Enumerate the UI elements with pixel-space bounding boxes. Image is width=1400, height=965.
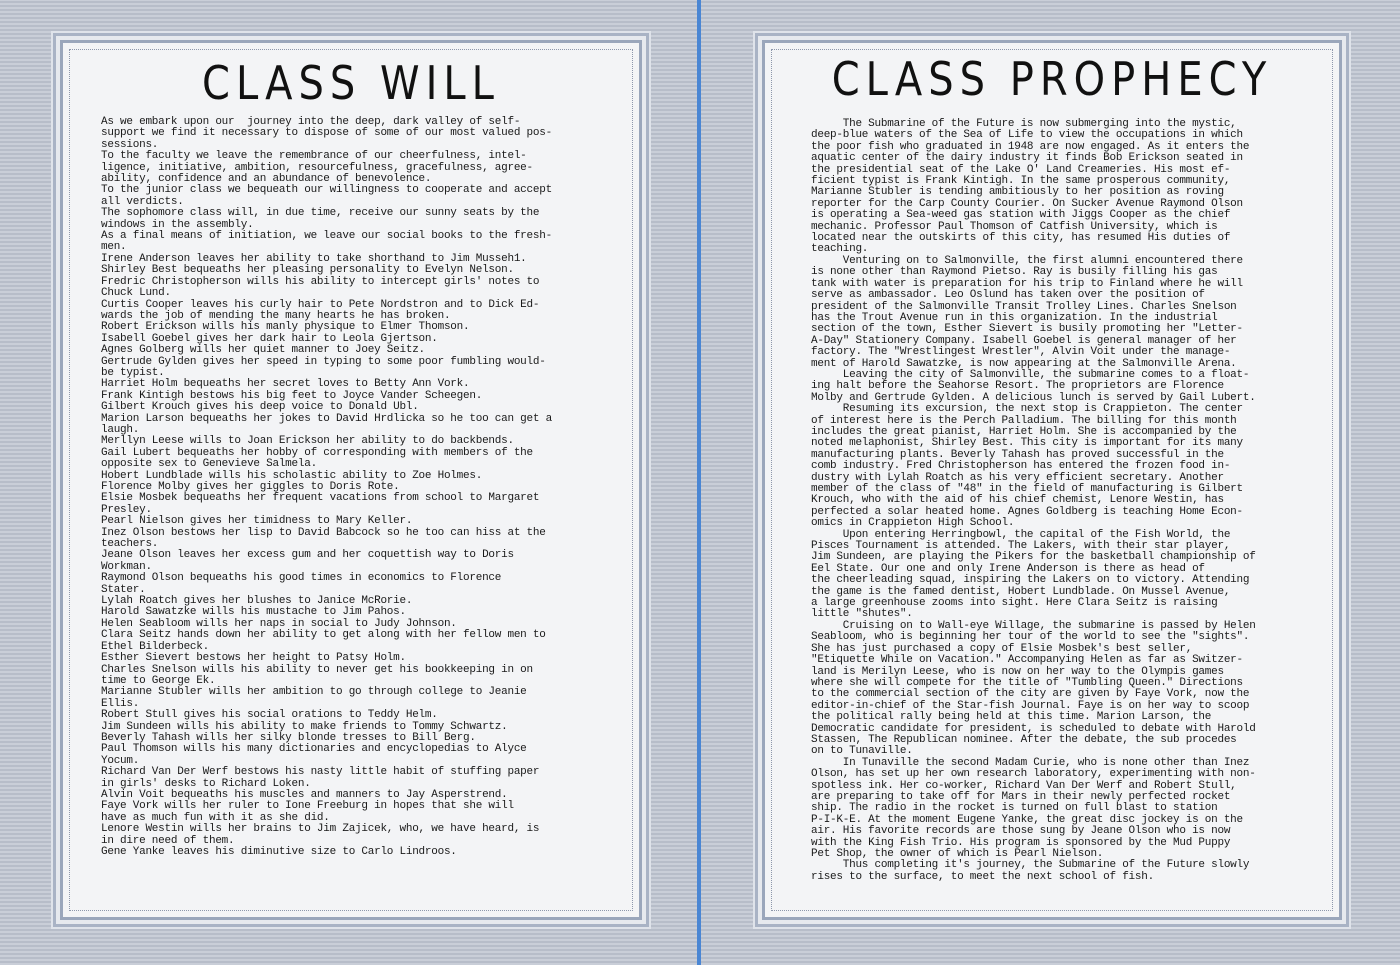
text-line: Molby and Gertrude Gylden. A delicious lunch is served by Gail Lubert. bbox=[811, 391, 1256, 404]
text-line: Harriet Holm bequeaths her secret loves to Betty Ann Vork. bbox=[101, 378, 470, 391]
text-line: Gene Yanke leaves his diminutive size to Carlo Lindroos. bbox=[101, 846, 457, 858]
text-line: the presidential seat of the Lake O' Land Creameries. His most ef- bbox=[811, 163, 1231, 176]
text-line: Hobert Lundblade wills his scholastic ability to Zoe Holmes. bbox=[101, 469, 483, 482]
text-line: ship. The radio in the rocket is turned on full blast to station bbox=[811, 802, 1218, 815]
text-line: all verdicts. bbox=[101, 195, 184, 208]
text-line: section of the town, Esther Sievert is busily promoting her "Letter- bbox=[811, 323, 1243, 336]
text-line: Jeane Olson leaves her excess gum and her coquettish way to Doris bbox=[101, 549, 514, 562]
text-line: Workman. bbox=[101, 560, 152, 573]
text-line: sessions. bbox=[101, 138, 159, 151]
text-line: Venturing on to Salmonville, the first alumni encountered there bbox=[811, 254, 1243, 267]
text-line: teaching. bbox=[811, 243, 869, 256]
text-line: time to George Ek. bbox=[101, 674, 216, 687]
text-line: wards the job of mending the many hearts he has broken. bbox=[101, 309, 451, 322]
text-line: with the King Fish Trio. His program is sponsored by the Mud Puppy bbox=[811, 836, 1231, 849]
text-line: Raymond Olson bequeaths his good times in economics to Florence bbox=[101, 572, 502, 585]
text-line: perfected a solar heated home. Agnes Goldberg is teaching Home Econ- bbox=[811, 505, 1243, 518]
text-line: "Etiquette While on Vacation." Accompanying Helen as far as Switzer- bbox=[811, 654, 1243, 667]
text-line: men. bbox=[101, 241, 127, 254]
text-line: Ellis. bbox=[101, 697, 140, 710]
text-line: Presley. bbox=[101, 503, 152, 516]
text-line: Robert Stull gives his social orations to Teddy Helm. bbox=[101, 709, 438, 722]
text-line: is operating a Sea-weed gas station with Jiggs Cooper as the chief bbox=[811, 209, 1231, 222]
class-will-text bbox=[101, 117, 621, 858]
text-line: Alvin Voit bequeaths his muscles and manners to Jay Asperstrend. bbox=[101, 788, 508, 801]
text-line: Upon entering Herringbowl, the capital of the Fish World, the bbox=[811, 528, 1231, 541]
text-line: Charles Snelson wills his ability to never get his bookkeeping in on bbox=[101, 663, 533, 676]
text-line: windows in the assembly. bbox=[101, 218, 254, 231]
text-line: president of the Salmonville Transit Trolley Lines. Charles Snelson bbox=[811, 300, 1237, 313]
text-line: ment of Harold Sawatzke, is now appearing at the Salmonville Arena. bbox=[811, 357, 1237, 370]
text-line: Florence Molby gives her giggles to Doris Rote. bbox=[101, 481, 400, 493]
text-line: In Tunaville the second Madam Curie, who is none other than Inez bbox=[811, 756, 1250, 769]
text-line: the game is the famed dentist, Hobert Lundblade. On Mussel Avenue, bbox=[811, 585, 1231, 598]
text-line: To the junior class we bequeath our willingness to cooperate and accept bbox=[101, 184, 552, 197]
text-line: ing halt before the Seahorse Resort. The proprietors are Florence bbox=[811, 380, 1224, 393]
text-line: member of the class of "48" in the field of manufacturing is Gilbert bbox=[811, 483, 1243, 495]
text-line: Democratic candidate for president, is scheduled to debate with Harold bbox=[811, 722, 1256, 735]
text-line: Pearl Nielson gives her timidness to Mary Keller. bbox=[101, 515, 413, 528]
text-line: Krouch, who with the aid of his chief chemist, Lenore Westin, has bbox=[811, 494, 1224, 507]
text-line: dustry with Lylah Roatch as his very efficient secretary. Another bbox=[811, 471, 1224, 484]
text-line: Lylah Roatch gives her blushes to Janice McRorie. bbox=[101, 595, 413, 608]
text-line: The Submarine of the Future is now submerging into the mystic, bbox=[811, 118, 1237, 130]
text-line: As a final means of initiation, we leave our social books to the fresh- bbox=[101, 230, 552, 243]
text-line: Clara Seitz hands down her ability to get along with her fellow men to bbox=[101, 629, 546, 642]
text-line: located near the outskirts of this city, has resumed His duties of bbox=[811, 232, 1231, 245]
text-line: Jim Sundeen, are playing the Pikers for the basketball championship of bbox=[811, 551, 1256, 564]
text-line: A-Day" Stationery Company. Isabell Goebel is general manager of her bbox=[811, 334, 1237, 347]
text-line: the political rally being held at this time. Marion Larson, the bbox=[811, 711, 1212, 724]
text-line: support we find it necessary to dispose of some of our most valued pos- bbox=[101, 127, 552, 140]
text-line: ficient typist is Frank Kintigh. In the same prosperous community, bbox=[811, 175, 1231, 188]
text-line: Robert Erickson wills his manly physique to Elmer Thomson. bbox=[101, 321, 470, 334]
text-line: As we embark upon our journey into the deep, dark valley of self- bbox=[101, 116, 521, 128]
text-line: ligence, initiative, ambition, resourcefulness, gracefulness, agree- bbox=[101, 161, 533, 174]
text-line: Harold Sawatzke wills his mustache to Jim Pahos. bbox=[101, 606, 406, 619]
text-line: Fredric Christopherson wills his ability to intercept girls' notes to bbox=[101, 275, 540, 288]
book-spine bbox=[697, 0, 701, 965]
text-line: Leaving the city of Salmonville, the submarine comes to a float- bbox=[811, 368, 1250, 381]
text-line: Cruising on to Wall-eye Willage, the submarine is passed by Helen bbox=[811, 619, 1256, 632]
text-line: Frank Kintigh bestows his big feet to Joyce Vander Scheegen. bbox=[101, 389, 483, 402]
text-line: Marianne Stubler is tending ambitiously to her position as roving bbox=[811, 186, 1224, 199]
text-line: Curtis Cooper leaves his curly hair to Pete Nordstron and to Dick Ed- bbox=[101, 298, 540, 311]
text-line: includes the great pianist, Harriet Holm. She is accompanied by the bbox=[811, 425, 1237, 438]
text-line: manufacturing plants. Beverly Tahash has proved successful in the bbox=[811, 448, 1224, 461]
text-line: Gail Lubert bequeaths her hobby of corresponding with members of the bbox=[101, 446, 533, 459]
text-line: Helen Seabloom wills her naps in social to Judy Johnson. bbox=[101, 617, 457, 630]
text-line: Isabell Goebel gives her dark hair to Leola Gjertson. bbox=[101, 332, 438, 345]
text-line: deep-blue waters of the Sea of Life to view the occupations in which bbox=[811, 129, 1243, 142]
text-line: To the faculty we leave the remembrance of our cheerfulness, intel- bbox=[101, 150, 527, 163]
text-line: Marion Larson bequeaths her jokes to David Hrdlicka so he too can get a bbox=[101, 412, 552, 425]
text-line: Merllyn Leese wills to Joan Erickson her ability to do backbends. bbox=[101, 435, 514, 448]
text-line: Olson, has set up her own research laboratory, experimenting with non- bbox=[811, 768, 1256, 781]
text-line: Inez Olson bestows her lisp to David Babcock so he too can hiss at the bbox=[101, 526, 546, 539]
text-line: is none other than Raymond Pietso. Ray is busily filling his gas bbox=[811, 266, 1218, 279]
text-line: Lenore Westin wills her brains to Jim Zajicek, who, we have heard, is bbox=[101, 823, 540, 836]
text-line: spotless ink. Her co-worker, Richard Van Der Werf and Robert Stull, bbox=[811, 779, 1237, 792]
text-line: Beverly Tahash wills her silky blonde tresses to Bill Berg. bbox=[101, 731, 476, 744]
text-line: factory. The "Wrestlingest Wrestler", Alvin Voit under the manage- bbox=[811, 346, 1231, 359]
text-line: Resuming its excursion, the next stop is Crappieton. The center bbox=[811, 403, 1243, 416]
text-line: Agnes Golberg wills her quiet manner to Joey Seitz. bbox=[101, 344, 425, 357]
text-line: be typist. bbox=[101, 366, 165, 379]
text-line: on to Tunaville. bbox=[811, 745, 913, 758]
text-line: omics in Crappieton High School. bbox=[811, 517, 1015, 530]
text-line: Eel State. Our one and only Irene Anderson is there as head of bbox=[811, 562, 1205, 575]
text-line: The sophomore class will, in due time, receive our sunny seats by the bbox=[101, 207, 540, 220]
text-line: Marianne Stubler wills her ambition to go through college to Jeanie bbox=[101, 686, 527, 699]
text-line: of interest here is the Perch Palladium. The billing for this month bbox=[811, 414, 1237, 427]
text-line: mechanic. Professor Paul Thomson of Catfish University, which is bbox=[811, 220, 1218, 233]
text-line: Shirley Best bequeaths her pleasing personality to Evelyn Nelson. bbox=[101, 264, 514, 277]
text-line: have as much fun with it as she did. bbox=[101, 811, 330, 824]
text-line: a large greenhouse zooms into sight. Here Clara Seitz is raising bbox=[811, 597, 1218, 610]
text-line: Gilbert Krouch gives his deep voice to Donald Ubl. bbox=[101, 401, 419, 414]
text-line: Chuck Lund. bbox=[101, 287, 171, 300]
text-line: tank with water is preparation for his trip to Finland where he will bbox=[811, 277, 1243, 290]
text-line: aquatic center of the dairy industry it finds Bob Erickson seated in bbox=[811, 152, 1243, 165]
text-line: has the Trout Avenue run in this organization. In the industrial bbox=[811, 311, 1218, 324]
text-line: Gertrude Gylden gives her speed in typing to some poor fumbling would- bbox=[101, 355, 546, 368]
text-line: air. His favorite records are those sung by Jeane Olson who is now bbox=[811, 825, 1231, 838]
text-line: editor-in-chief of the Star-fish Journal. Faye is on her way to scoop bbox=[811, 699, 1250, 712]
text-line: Thus completing it's journey, the Submarine of the Future slowly bbox=[811, 859, 1250, 872]
text-line: land is Merilyn Leese, who is now on her way to the Olympis games bbox=[811, 665, 1224, 678]
text-line: ability, confidence and an abundance of benevolence. bbox=[101, 173, 432, 186]
text-line: laugh. bbox=[101, 423, 140, 436]
text-line: Ethel Bilderbeck. bbox=[101, 640, 209, 653]
text-line: opposite sex to Genevieve Salmela. bbox=[101, 458, 317, 471]
text-line: are preparing to take off for Mars in their newly perfected rocket bbox=[811, 790, 1231, 803]
text-line: comb industry. Fred Christopherson has entered the frozen food in- bbox=[811, 460, 1231, 473]
class-will-page bbox=[60, 40, 642, 920]
text-line: where she will compete for the title of "Tumbling Queen." Directions bbox=[811, 676, 1243, 689]
text-line: reporter for the Carp County Courier. On Sucker Avenue Raymond Olson bbox=[811, 197, 1243, 210]
text-line: serve as ambassador. Leo Oslund has taken over the position of bbox=[811, 289, 1205, 302]
text-line: rises to the surface, to meet the next school of fish. bbox=[811, 870, 1154, 883]
text-line: Pet Shop, the owner of which is Pearl Nielson. bbox=[811, 848, 1104, 860]
text-line: Elsie Mosbek bequeaths her frequent vacations from school to Margaret bbox=[101, 492, 540, 505]
text-line: Paul Thomson wills his many dictionaries and encyclopedias to Alyce bbox=[101, 743, 527, 756]
text-line: Richard Van Der Werf bestows his nasty little habit of stuffing paper bbox=[101, 766, 540, 779]
text-line: teachers. bbox=[101, 538, 159, 551]
class-prophecy-text bbox=[811, 119, 1321, 883]
text-line: in dire need of them. bbox=[101, 834, 235, 847]
text-line: P-I-K-E. At the moment Eugene Yanke, the great disc jockey is on the bbox=[811, 813, 1243, 826]
text-line: Pisces Tournament is attended. The Lakers, with their star player, bbox=[811, 540, 1231, 553]
text-line: Esther Sievert bestows her height to Patsy Holm. bbox=[101, 652, 406, 665]
text-line: noted melaphonist, Shirley Best. This city is important for its many bbox=[811, 437, 1243, 450]
text-line: Yocum. bbox=[101, 754, 140, 767]
text-line: to the commercial section of the city are given by Faye Vork, now the bbox=[811, 688, 1250, 701]
text-line: the cheerleading squad, inspiring the Lakers on to victory. Attending bbox=[811, 574, 1250, 587]
class-will-title: CLASS WILL bbox=[202, 57, 500, 111]
text-line: Seabloom, who is beginning her tour of the world to see the "sights". bbox=[811, 631, 1250, 644]
text-line: Irene Anderson leaves her ability to take shorthand to Jim Musseh1. bbox=[101, 252, 527, 265]
text-line: Faye Vork wills her ruler to Ione Freeburg in hopes that she will bbox=[101, 800, 514, 813]
text-line: Stassen, The Republican nominee. After the debate, the sub procedes bbox=[811, 733, 1237, 746]
text-line: Stater. bbox=[101, 583, 146, 596]
text-line: the poor fish who graduated in 1948 are now engaged. As it enters the bbox=[811, 140, 1250, 153]
class-prophecy-title: CLASS PROPHECY bbox=[831, 53, 1273, 107]
text-line: She has just purchased a copy of Elsie Mosbek's best seller, bbox=[811, 642, 1193, 655]
text-line: in girls' desks to Richard Loken. bbox=[101, 777, 311, 790]
text-line: little "shutes". bbox=[811, 608, 913, 621]
class-prophecy-page bbox=[762, 40, 1342, 920]
text-line: Jim Sundeen wills his ability to make friends to Tommy Schwartz. bbox=[101, 720, 508, 733]
